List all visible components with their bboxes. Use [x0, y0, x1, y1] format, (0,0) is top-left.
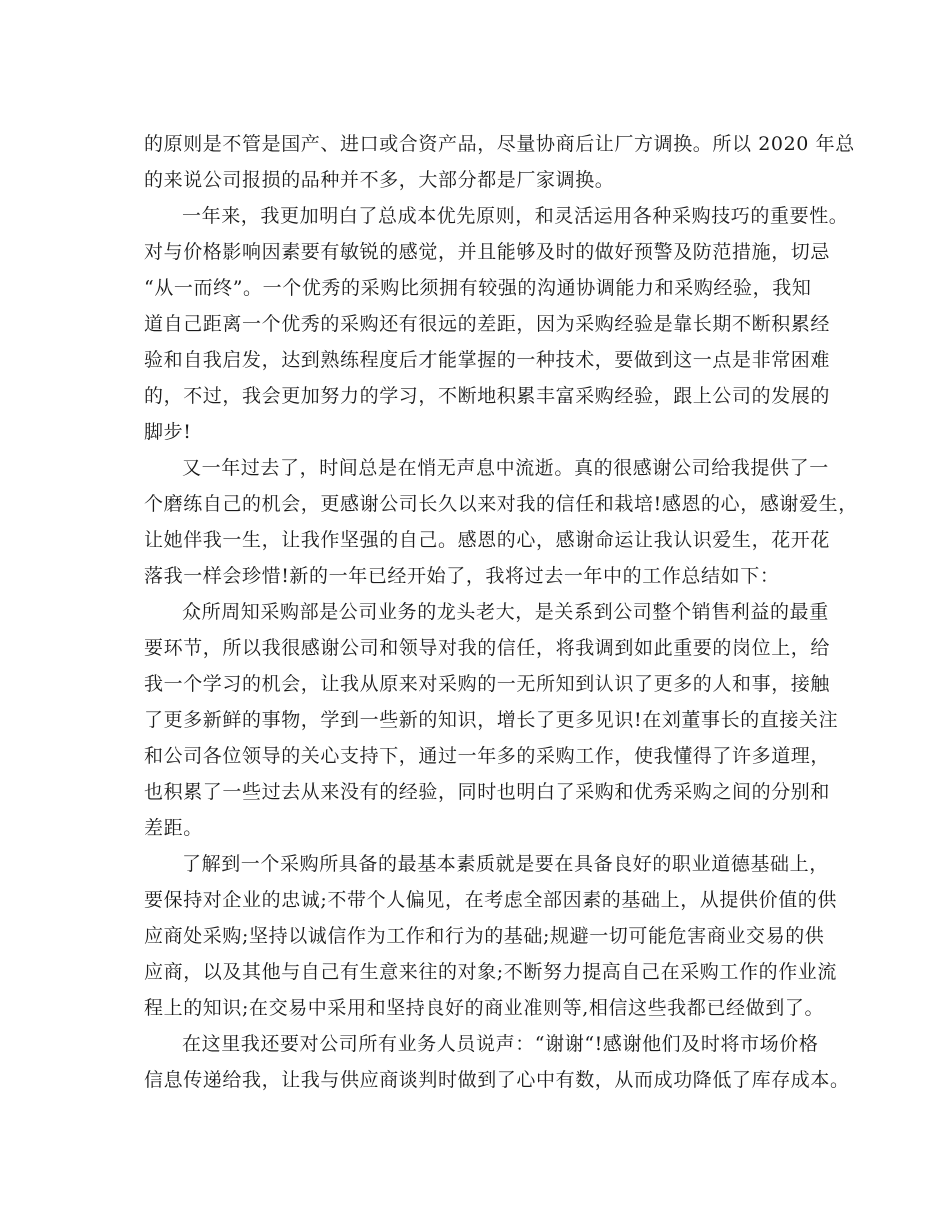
text-line: “从一而终”。一个优秀的采购比须拥有较强的沟通协调能力和采购经验，我知 — [144, 277, 812, 299]
paragraph-start-line: 了解到一个采购所具备的最基本素质就是要在具备良好的职业道德基础上， — [182, 853, 829, 875]
text-line: 个磨练自己的机会，更感谢公司长久以来对我的信任和栽培!感恩的心，感谢爱生， — [144, 493, 858, 515]
paragraph-start-line: 众所周知采购部是公司业务的龙头老大，是关系到公司整个销售利益的最重 — [182, 601, 829, 623]
text-line: 我一个学习的机会，让我从原来对采购的一无所知到认识了更多的人和事，接触 — [144, 673, 831, 695]
text-line: 落我一样会珍惜!新的一年已经开始了，我将过去一年中的工作总结如下： — [144, 565, 780, 587]
text-line: 差距。 — [144, 817, 203, 839]
text-line: 的来说公司报损的品种并不多，大部分都是厂家调换。 — [144, 169, 615, 191]
text-line: 要保持对企业的忠诚;不带个人偏见，在考虑全部因素的基础上，从提供价值的供 — [144, 889, 838, 911]
text-line: 对与价格影响因素要有敏锐的感觉，并且能够及时的做好预警及防范措施，切忌 — [144, 241, 831, 263]
paragraph-start-line: 在这里我还要对公司所有业务人员说声：“谢谢“!感谢他们及时将市场价格 — [182, 1033, 819, 1055]
text-line: 应商处采购;坚持以诚信作为工作和行为的基础;规避一切可能危害商业交易的供 — [144, 925, 825, 947]
text-line: 道自己距离一个优秀的采购还有很远的差距，因为采购经验是靠长期不断积累经 — [144, 313, 831, 335]
text-line: 脚步! — [144, 421, 192, 443]
text-line: 验和自我启发，达到熟练程度后才能掌握的一种技术，要做到这一点是非常困难 — [144, 349, 831, 371]
text-line: 和公司各位领导的关心支持下，通过一年多的采购工作，使我懂得了许多道理， — [144, 745, 831, 767]
text-line: 程上的知识;在交易中采用和坚持良好的商业准则等,相信这些我都已经做到了。 — [144, 997, 825, 1019]
text-line: 的，不过，我会更加努力的学习，不断地积累丰富采购经验，跟上公司的发展的 — [144, 385, 831, 407]
paragraph-start-line: 一年来，我更加明白了总成本优先原则，和灵活运用各种采购技巧的重要性。 — [182, 205, 849, 227]
text-line: 了更多新鲜的事物，学到一些新的知识，增长了更多见识!在刘董事长的直接关注 — [144, 709, 839, 731]
text-line: 让她伴我一生，让我作坚强的自己。感恩的心，感谢命运让我认识爱生，花开花 — [144, 529, 831, 551]
paragraph-start-line: 又一年过去了，时间总是在悄无声息中流逝。真的很感谢公司给我提供了一 — [182, 457, 829, 479]
text-line: 应商，以及其他与自己有生意来往的对象;不断努力提高自己在采购工作的作业流 — [144, 961, 838, 983]
document-body — [144, 126, 858, 1098]
text-line: 也积累了一些过去从来没有的经验，同时也明白了采购和优秀采购之间的分别和 — [144, 781, 831, 803]
text-line: 要环节，所以我很感谢公司和领导对我的信任，将我调到如此重要的岗位上，给 — [144, 637, 831, 659]
text-line: 信息传递给我，让我与供应商谈判时做到了心中有数，从而成功降低了库存成本。 — [144, 1069, 850, 1091]
text-line: 的原则是不管是国产、进口或合资产品，尽量协商后让厂方调换。所以 2020 年总 — [144, 133, 855, 155]
